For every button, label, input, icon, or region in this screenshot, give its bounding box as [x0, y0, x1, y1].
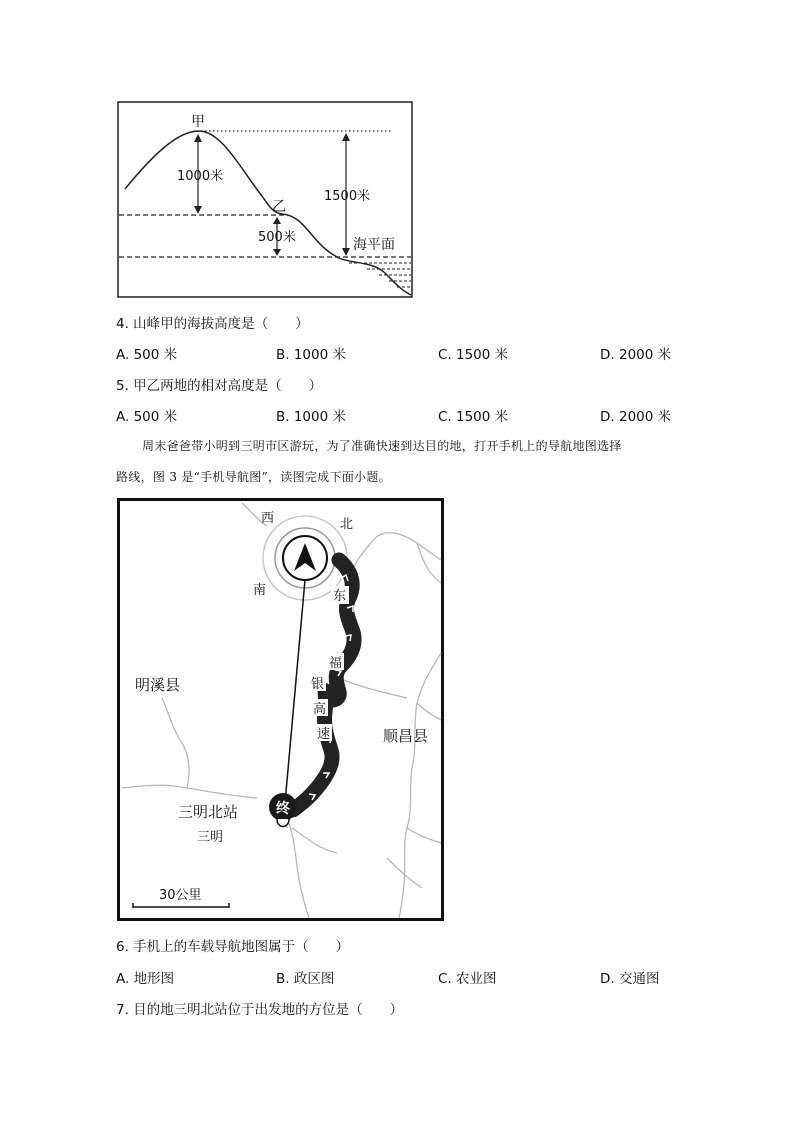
question-5-option-c: C. 1500 米	[438, 409, 509, 425]
station-sanming-north-label: 三明北站	[178, 803, 239, 821]
height-1500-label: 1500米	[324, 189, 371, 204]
question-6-option-c: C. 农业图	[438, 971, 497, 987]
passage-line-2: 路线，图 3 是“手机导航图”，读图完成下面小题。	[116, 470, 392, 484]
direction-east-label: 东	[333, 589, 347, 604]
navigation-map-figure	[117, 498, 445, 922]
question-6-option-d: D. 交通图	[600, 971, 660, 987]
highway-label-yin: 银	[311, 677, 325, 692]
highway-label-su: 速	[317, 727, 331, 742]
height-500-label: 500米	[258, 230, 296, 245]
question-4-option-b: B. 1000 米	[276, 347, 346, 363]
point-yi-label: 乙	[272, 199, 286, 215]
height-1000-label: 1000米	[177, 169, 224, 184]
question-7-stem: 7. 目的地三明北站位于出发地的方位是（ ）	[116, 1002, 404, 1018]
terrain-profile-figure	[117, 101, 414, 299]
question-4-option-a: A. 500 米	[116, 347, 178, 363]
scale-bar-label: 30公里	[159, 888, 202, 903]
question-4-stem: 4. 山峰甲的海拔高度是（ ）	[116, 316, 309, 332]
direction-north-label: 北	[340, 517, 354, 532]
question-5-option-d: D. 2000 米	[600, 409, 672, 425]
question-5-stem: 5. 甲乙两地的相对高度是（ ）	[116, 378, 323, 394]
question-6-option-a: A. 地形图	[116, 971, 175, 987]
end-marker-label: 终	[276, 801, 290, 817]
county-mingxi-label: 明溪县	[135, 676, 181, 694]
sea-level-label: 海平面	[353, 237, 395, 253]
question-4-option-c: C. 1500 米	[438, 347, 509, 363]
direction-south-label: 南	[253, 583, 267, 598]
question-6-stem: 6. 手机上的车载导航地图属于（ ）	[116, 939, 350, 955]
highway-label-gao: 高	[313, 702, 327, 717]
question-5-option-a: A. 500 米	[116, 409, 178, 425]
highway-label-fu: 福	[329, 656, 343, 671]
question-5-option-b: B. 1000 米	[276, 409, 346, 425]
city-sanming-label: 三明	[197, 830, 224, 845]
county-shunchang-label: 顺昌县	[383, 727, 429, 745]
peak-jia-label: 甲	[191, 114, 205, 130]
direction-west-label: 西	[261, 511, 275, 526]
question-6-option-b: B. 政区图	[276, 971, 335, 987]
question-4-option-d: D. 2000 米	[600, 347, 672, 363]
passage-line-1: 周末爸爸带小明到三明市区游玩，为了准确快速到达目的地，打开手机上的导航地图选择	[142, 439, 622, 453]
